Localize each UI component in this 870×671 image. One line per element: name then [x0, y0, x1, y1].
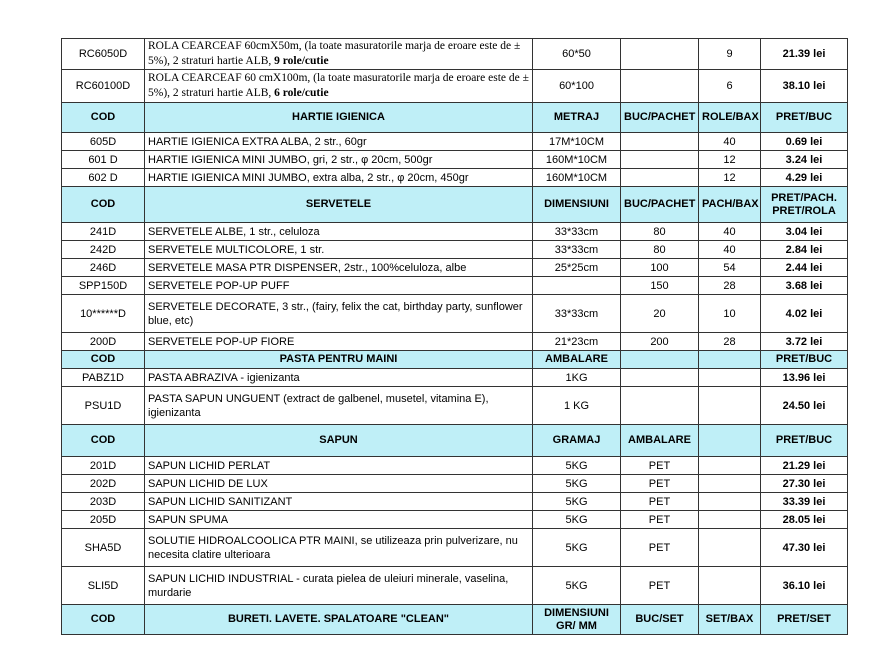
- pack-cell: [621, 387, 699, 425]
- box-cell: [699, 493, 761, 511]
- product-description: SAPUN LICHID DE LUX: [145, 475, 533, 493]
- table-row: [62, 387, 848, 425]
- header-col3: DIMENSIUNI GR/ MM: [533, 605, 621, 635]
- table-row: [62, 133, 848, 151]
- table-row: [62, 511, 848, 529]
- box-cell: [699, 567, 761, 605]
- box-cell: 54: [699, 259, 761, 277]
- box-cell: [699, 457, 761, 475]
- header-price: PRET/BUC: [761, 103, 848, 133]
- box-cell: 10: [699, 295, 761, 333]
- product-code: 202D: [62, 475, 145, 493]
- box-cell: [699, 387, 761, 425]
- product-code: 203D: [62, 493, 145, 511]
- table-row: [62, 457, 848, 475]
- dimension-cell: 160M*10CM: [533, 169, 621, 187]
- product-code: RC60100D: [62, 70, 145, 103]
- price-cell: 0.69 lei: [761, 133, 848, 151]
- dimension-cell: 33*33cm: [533, 223, 621, 241]
- price-cell: 3.24 lei: [761, 151, 848, 169]
- section-header-hartie: [62, 103, 848, 133]
- box-cell: [699, 475, 761, 493]
- section-header-servetele: [62, 187, 848, 223]
- product-description: SAPUN LICHID PERLAT: [145, 457, 533, 475]
- dimension-cell: 33*33cm: [533, 241, 621, 259]
- dimension-cell: 5KG: [533, 493, 621, 511]
- dimension-cell: 5KG: [533, 475, 621, 493]
- product-description: SOLUTIE HIDROALCOOLICA PTR MAINI, se utilizeaza prin pulverizare, nu necesita clatire ulterioara: [145, 529, 533, 567]
- pack-cell: PET: [621, 457, 699, 475]
- product-code: SLI5D: [62, 567, 145, 605]
- dimension-cell: 1KG: [533, 369, 621, 387]
- product-code: PABZ1D: [62, 369, 145, 387]
- box-cell: 6: [699, 70, 761, 103]
- price-cell: 24.50 lei: [761, 387, 848, 425]
- pack-cell: 150: [621, 277, 699, 295]
- pack-cell: PET: [621, 511, 699, 529]
- product-code: 205D: [62, 511, 145, 529]
- header-cod: COD: [62, 103, 145, 133]
- header-col5: PACH/BAX: [699, 187, 761, 223]
- header-col3: AMBALARE: [533, 351, 621, 369]
- product-description: HARTIE IGIENICA EXTRA ALBA, 2 str., 60gr: [145, 133, 533, 151]
- box-cell: 12: [699, 169, 761, 187]
- box-cell: 40: [699, 241, 761, 259]
- product-code: 201D: [62, 457, 145, 475]
- product-description: SERVETELE ALBE, 1 str., celuloza: [145, 223, 533, 241]
- price-cell: 2.84 lei: [761, 241, 848, 259]
- header-price: PRET/SET: [761, 605, 848, 635]
- product-description: SERVETELE MULTICOLORE, 1 str.: [145, 241, 533, 259]
- product-code: SHA5D: [62, 529, 145, 567]
- table-row: [62, 241, 848, 259]
- price-cell: 3.68 lei: [761, 277, 848, 295]
- header-section-title: SAPUN: [145, 425, 533, 457]
- product-description: SAPUN SPUMA: [145, 511, 533, 529]
- table-row: [62, 39, 848, 70]
- product-description: HARTIE IGIENICA MINI JUMBO, gri, 2 str., φ 20cm, 500gr: [145, 151, 533, 169]
- header-col4: BUC/PACHET: [621, 103, 699, 133]
- header-section-title: PASTA PENTRU MAINI: [145, 351, 533, 369]
- header-cod: COD: [62, 425, 145, 457]
- dimension-cell: [533, 277, 621, 295]
- price-cell: 28.05 lei: [761, 511, 848, 529]
- product-code: 200D: [62, 333, 145, 351]
- header-section-title: SERVETELE: [145, 187, 533, 223]
- table-row: [62, 151, 848, 169]
- product-code: 241D: [62, 223, 145, 241]
- price-cell: 4.29 lei: [761, 169, 848, 187]
- pack-cell: 80: [621, 241, 699, 259]
- box-cell: 40: [699, 223, 761, 241]
- section-header-sapun: [62, 425, 848, 457]
- dimension-cell: 5KG: [533, 457, 621, 475]
- dimension-cell: 5KG: [533, 511, 621, 529]
- price-cell: 21.39 lei: [761, 39, 848, 70]
- dimension-cell: 1 KG: [533, 387, 621, 425]
- product-code: 242D: [62, 241, 145, 259]
- price-list-table: [61, 38, 848, 635]
- price-cell: 27.30 lei: [761, 475, 848, 493]
- product-description: SAPUN LICHID SANITIZANT: [145, 493, 533, 511]
- box-cell: [699, 529, 761, 567]
- header-section-title: HARTIE IGIENICA: [145, 103, 533, 133]
- box-cell: [699, 511, 761, 529]
- product-description: SERVETELE DECORATE, 3 str., (fairy, felix the cat, birthday party, sunflower blue, etc): [145, 295, 533, 333]
- header-col5: ROLE/BAX: [699, 103, 761, 133]
- product-description: HARTIE IGIENICA MINI JUMBO, extra alba, 2 str., φ 20cm, 450gr: [145, 169, 533, 187]
- table-row: [62, 567, 848, 605]
- dimension-cell: 33*33cm: [533, 295, 621, 333]
- table-row: [62, 493, 848, 511]
- product-description: SERVETELE MASA PTR DISPENSER, 2str., 100%celuloza, albe: [145, 259, 533, 277]
- table-row: [62, 333, 848, 351]
- dimension-cell: 60*50: [533, 39, 621, 70]
- header-col4: [621, 351, 699, 369]
- header-cod: COD: [62, 351, 145, 369]
- dimension-cell: 5KG: [533, 529, 621, 567]
- product-code: 10******D: [62, 295, 145, 333]
- product-description: PASTA SAPUN UNGUENT (extract de galbenel, musetel, vitamina E), igienizanta: [145, 387, 533, 425]
- table-row: [62, 369, 848, 387]
- pack-cell: [621, 369, 699, 387]
- box-cell: 40: [699, 133, 761, 151]
- pack-cell: PET: [621, 529, 699, 567]
- table-row: [62, 223, 848, 241]
- pack-cell: [621, 169, 699, 187]
- pack-cell: PET: [621, 567, 699, 605]
- table-row: [62, 277, 848, 295]
- product-code: 602 D: [62, 169, 145, 187]
- header-price: PRET/PACH. PRET/ROLA: [761, 187, 848, 223]
- price-cell: 13.96 lei: [761, 369, 848, 387]
- section-header-bureti: [62, 605, 848, 635]
- header-price: PRET/BUC: [761, 425, 848, 457]
- header-col3: METRAJ: [533, 103, 621, 133]
- product-code: 605D: [62, 133, 145, 151]
- box-cell: [699, 369, 761, 387]
- product-description: ROLA CEARCEAF 60 cmX100m, (la toate masuratorile marja de eroare este de ± 5%), 2 straturi hartie ALB, 6 role/cutie: [145, 70, 533, 103]
- dimension-cell: 17M*10CM: [533, 133, 621, 151]
- pack-cell: [621, 39, 699, 70]
- header-col5: [699, 425, 761, 457]
- product-description: SAPUN LICHID INDUSTRIAL - curata pielea de uleiuri minerale, vaselina, murdarie: [145, 567, 533, 605]
- product-code: 601 D: [62, 151, 145, 169]
- product-description: ROLA CEARCEAF 60cmX50m, (la toate masuratorile marja de eroare este de ± 5%), 2 straturi hartie ALB, 9 role/cutie: [145, 39, 533, 70]
- dimension-cell: 5KG: [533, 567, 621, 605]
- price-cell: 47.30 lei: [761, 529, 848, 567]
- header-col5: [699, 351, 761, 369]
- dimension-cell: 160M*10CM: [533, 151, 621, 169]
- pack-cell: 80: [621, 223, 699, 241]
- product-code: 246D: [62, 259, 145, 277]
- price-cell: 3.04 lei: [761, 223, 848, 241]
- table-row: [62, 529, 848, 567]
- product-description: SERVETELE POP-UP FIORE: [145, 333, 533, 351]
- dimension-cell: 25*25cm: [533, 259, 621, 277]
- pack-cell: [621, 70, 699, 103]
- table-row: [62, 259, 848, 277]
- pack-cell: 100: [621, 259, 699, 277]
- pack-cell: PET: [621, 493, 699, 511]
- product-code: RC6050D: [62, 39, 145, 70]
- price-cell: 4.02 lei: [761, 295, 848, 333]
- price-cell: 38.10 lei: [761, 70, 848, 103]
- box-cell: 12: [699, 151, 761, 169]
- price-cell: 3.72 lei: [761, 333, 848, 351]
- box-cell: 28: [699, 333, 761, 351]
- header-col5: SET/BAX: [699, 605, 761, 635]
- header-price: PRET/BUC: [761, 351, 848, 369]
- table-row: [62, 169, 848, 187]
- header-cod: COD: [62, 605, 145, 635]
- header-col4: BUC/SET: [621, 605, 699, 635]
- pack-cell: 20: [621, 295, 699, 333]
- price-cell: 33.39 lei: [761, 493, 848, 511]
- section-header-pasta: [62, 351, 848, 369]
- table-row: [62, 70, 848, 103]
- pack-cell: [621, 133, 699, 151]
- price-cell: 36.10 lei: [761, 567, 848, 605]
- product-description: SERVETELE POP-UP PUFF: [145, 277, 533, 295]
- header-col3: GRAMAJ: [533, 425, 621, 457]
- pack-cell: PET: [621, 475, 699, 493]
- product-description: PASTA ABRAZIVA - igienizanta: [145, 369, 533, 387]
- pack-cell: 200: [621, 333, 699, 351]
- header-section-title: BURETI. LAVETE. SPALATOARE "CLEAN": [145, 605, 533, 635]
- box-cell: 28: [699, 277, 761, 295]
- box-cell: 9: [699, 39, 761, 70]
- header-col4: AMBALARE: [621, 425, 699, 457]
- header-col4: BUC/PACHET: [621, 187, 699, 223]
- pack-cell: [621, 151, 699, 169]
- header-cod: COD: [62, 187, 145, 223]
- product-code: SPP150D: [62, 277, 145, 295]
- header-col3: DIMENSIUNI: [533, 187, 621, 223]
- dimension-cell: 21*23cm: [533, 333, 621, 351]
- price-cell: 2.44 lei: [761, 259, 848, 277]
- table-row: [62, 475, 848, 493]
- price-cell: 21.29 lei: [761, 457, 848, 475]
- table-row: [62, 295, 848, 333]
- dimension-cell: 60*100: [533, 70, 621, 103]
- product-code: PSU1D: [62, 387, 145, 425]
